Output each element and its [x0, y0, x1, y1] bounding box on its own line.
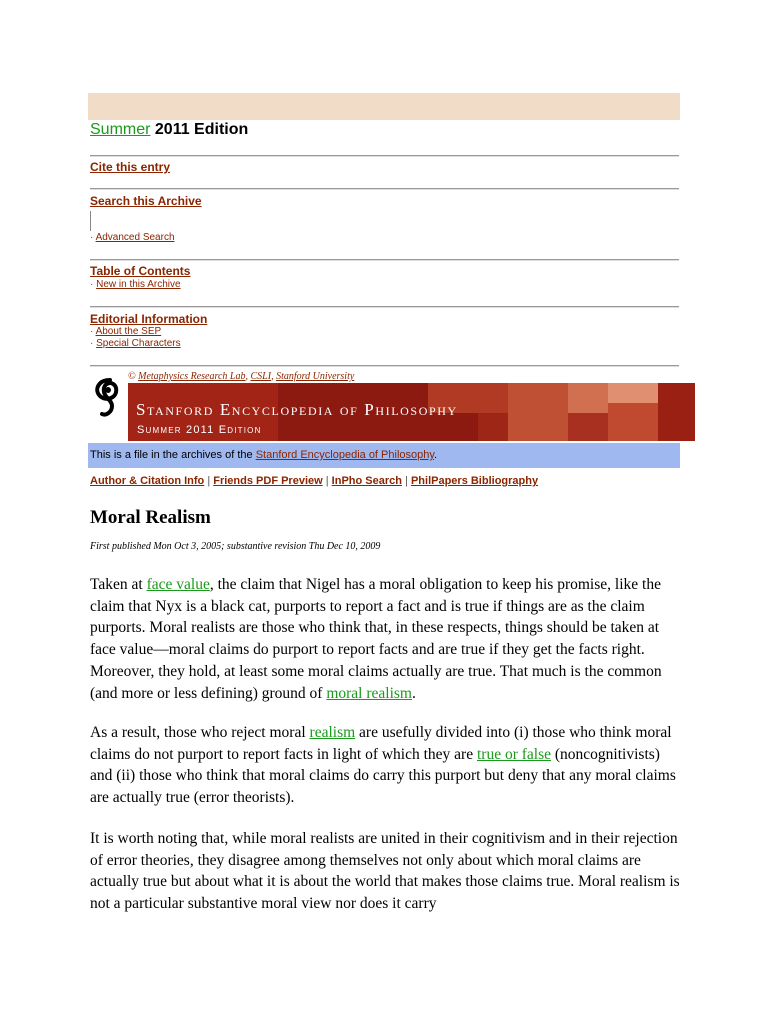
special-characters-link[interactable]: Special Characters	[96, 338, 181, 349]
bullet: ·	[90, 338, 97, 349]
editorial-info-link[interactable]: Editorial Information	[90, 312, 208, 326]
bullet: ·	[90, 232, 96, 243]
new-in-archive-link[interactable]: New in this Archive	[96, 279, 181, 290]
paragraph-2	[90, 722, 680, 809]
sep-logo-icon[interactable]	[90, 374, 130, 422]
entry-tools-bar	[90, 475, 538, 487]
separator: |	[204, 475, 214, 487]
inpho-search-link[interactable]: InPho Search	[331, 475, 402, 487]
special-characters-item	[90, 338, 181, 349]
separator: ,	[245, 371, 251, 382]
archive-prefix: This is a file in the archives of the	[90, 449, 256, 461]
about-sep-item	[90, 326, 161, 337]
cite-entry-link[interactable]: Cite this entry	[90, 160, 171, 174]
search-archive-link[interactable]: Search this Archive	[90, 194, 202, 208]
author-citation-link[interactable]: Author & Citation Info	[90, 475, 205, 487]
banner-title: Stanford Encyclopedia of Philosophy	[136, 400, 458, 419]
text: are usefully divided into (i) those who think moral claims do not purport to report facts in light of which they are	[90, 724, 672, 763]
text: .	[411, 684, 416, 702]
separator: ,	[271, 371, 277, 382]
archive-suffix: .	[434, 449, 438, 461]
sep-archive-link[interactable]: Stanford Encyclopedia of Philosophy	[255, 449, 435, 461]
divider	[90, 259, 679, 261]
bullet: ·	[90, 279, 97, 290]
search-input[interactable]	[90, 211, 93, 231]
banner-subtitle: Summer 2011 Edition	[137, 424, 262, 436]
moral-realism-link[interactable]: moral realism	[326, 684, 412, 702]
metaphysics-lab-link[interactable]: Metaphysics Research Lab	[138, 371, 246, 382]
philpapers-link[interactable]: PhilPapers Bibliography	[410, 475, 539, 487]
text: , the claim that Nigel has a moral obligation to keep his promise, like the claim that Nyx is a black cat, purports to report a fact and is true if things are as the claim purports. Moral realists are those who think that, in these respects, things should be taken at face value—moral claims do purport to report facts and are true if they get the facts right. Moreover, they hold, at least some moral claims actually are true. That much is the common (and more or less defining) ground of	[90, 576, 662, 702]
stanford-link[interactable]: Stanford University	[276, 371, 355, 382]
copyright-line	[128, 371, 354, 382]
edition-heading	[90, 121, 248, 139]
pdf-preview-link[interactable]: Friends PDF Preview	[213, 475, 323, 487]
copyright-symbol: ©	[128, 371, 139, 382]
divider	[90, 188, 679, 190]
edition-label: 2011 Edition	[150, 121, 249, 138]
true-or-false-link[interactable]: true or false	[476, 745, 552, 763]
publication-info: First published Mon Oct 3, 2005; substantive revision Thu Dec 10, 2009	[90, 541, 381, 552]
season-link[interactable]: Summer	[90, 121, 151, 138]
separator: |	[322, 475, 332, 487]
table-of-contents-link[interactable]: Table of Contents	[90, 264, 191, 278]
realism-link[interactable]: realism	[309, 724, 356, 741]
paragraph-1	[90, 574, 680, 704]
archive-notice	[88, 443, 680, 468]
csli-link[interactable]: CSLI	[250, 371, 272, 382]
about-sep-link[interactable]: About the SEP	[95, 326, 162, 337]
divider	[90, 306, 679, 308]
paragraph-3: It is worth noting that, while moral realists are united in their cognitivism and in their rejection of error theories, they disagree among themselves not only about which moral claims are actually true but about what it is about the world that makes those claims true. Moral realism is not a particular substantive moral view nor does it carry	[90, 830, 680, 913]
advanced-search-link[interactable]: Advanced Search	[95, 232, 175, 243]
separator: |	[401, 475, 411, 487]
bullet: ·	[90, 326, 96, 337]
article-title: Moral Realism	[90, 507, 211, 528]
text: (noncognitivists) and (ii) those who think that moral claims do carry this purport but deny that any moral claims are actually true (error theorists).	[90, 745, 676, 807]
new-in-archive-item	[90, 279, 181, 290]
top-color-bar	[88, 93, 680, 120]
text: Taken at	[90, 576, 147, 593]
advanced-search-item	[90, 232, 175, 243]
divider	[90, 365, 679, 367]
divider	[90, 155, 679, 157]
face-value-link[interactable]: face value	[146, 576, 210, 593]
text: As a result, those who reject moral	[90, 724, 310, 741]
